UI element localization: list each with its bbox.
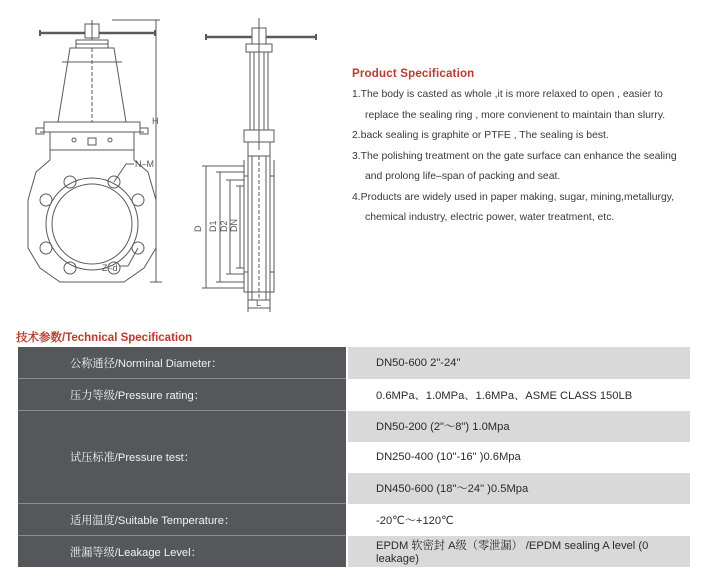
pressure-rating-value: 0.6MPa、1.0MPa、1.6MPa、ASME CLASS 150LB: [347, 379, 690, 411]
table-row: [18, 347, 690, 379]
dim-label-d1: D1: [208, 220, 218, 232]
spec-item-2-line1: 2.back sealing is graphite or PTFE , The sealing is best.: [352, 130, 609, 141]
pressure-test-label: 试压标准/Pressure test：: [18, 411, 347, 504]
dim-label-nm: N–M: [135, 159, 155, 169]
dim-label-d: D: [193, 225, 203, 232]
product-spec-title: Product Specification: [352, 68, 475, 80]
spec-item-3-line1: 3.The polishing treatment on the gate surface can enhance the sealing: [352, 150, 677, 162]
pressure-rating-label: 压力等级/Pressure rating：: [18, 379, 347, 411]
valve-technical-drawing: [0, 0, 345, 320]
product-specification: [352, 68, 697, 229]
table-row: [18, 536, 690, 568]
table-row: [18, 504, 690, 536]
spec-item-3: [352, 147, 697, 188]
dim-label-d2: D2: [219, 220, 229, 232]
spec-item-1-line1: 1.The body is casted as whole ,it is more relaxed to open , easier to: [352, 89, 663, 100]
spec-item-2: [352, 126, 697, 147]
dim-label-zd: Z–d: [102, 263, 118, 273]
tech-spec-table: [18, 347, 690, 567]
spec-item-4: [352, 188, 697, 229]
nominal-diameter-label: 公称通径/Norminal Diameter：: [18, 347, 347, 379]
tech-spec-title: 技术参数/Technical Specification: [16, 332, 193, 344]
dim-label-dn: DN: [229, 219, 239, 232]
spec-item-1: [352, 85, 697, 126]
pressure-test-value-3: DN450-600 (18"～24" )0.5Mpa: [347, 473, 690, 504]
pressure-test-value-1: DN50-200 (2"～8") 1.0Mpa: [347, 411, 690, 442]
leakage-label: 泄漏等级/Leakage Level：: [18, 536, 347, 568]
table-row: [18, 411, 690, 442]
temperature-value: -20℃～+120℃: [347, 504, 690, 536]
spec-item-4-line1: 4.Products are widely used in paper making, sugar, mining,metallurgy,: [352, 191, 675, 203]
dim-label-h: H: [152, 116, 159, 126]
front-view: [28, 20, 162, 282]
side-view: [202, 18, 316, 312]
dim-label-l: L: [256, 298, 262, 308]
nominal-diameter-value: DN50-600 2"-24": [347, 347, 690, 379]
spec-item-1-line2: replace the sealing ring , more convienent to maintain than slurry.: [365, 109, 666, 121]
spec-item-3-line2: and prolong life–span of packing and seat.: [365, 171, 561, 182]
pressure-test-value-2: DN250-400 (10"-16" )0.6Mpa: [347, 442, 690, 473]
spec-item-4-line2: chemical industry, electric power, water treatment, etc.: [365, 212, 615, 223]
table-row: [18, 379, 690, 411]
leakage-value: EPDM 软密封 A级（零泄漏） /EPDM sealing A level (0 leakage): [347, 536, 690, 568]
temperature-label: 适用温度/Suitable Temperature：: [18, 504, 347, 536]
